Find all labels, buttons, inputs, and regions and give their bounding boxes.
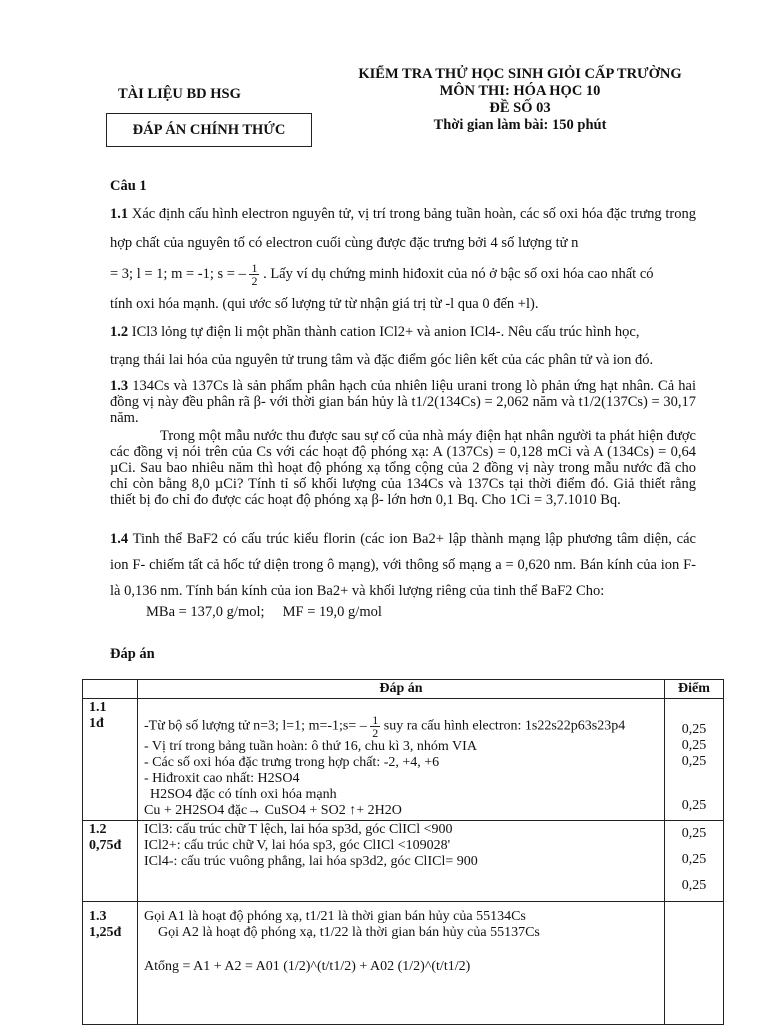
table-row	[83, 699, 724, 821]
score: 0,25	[681, 738, 707, 753]
q11-line-b	[110, 260, 700, 289]
half-fraction: $\frac{1}{2}$	[372, 713, 379, 740]
table-row	[83, 902, 724, 1025]
row-points: 1,25đ	[89, 925, 122, 940]
row-answer-cell	[138, 902, 665, 1025]
q11-text-b-pre: = 3; l = 1; m = -1; s = –	[110, 266, 246, 282]
table-row	[83, 821, 724, 902]
answer-line: Gọi A1 là hoạt độ phóng xạ, t1/21 là thời gian bán hủy của 55134Cs	[144, 909, 526, 924]
row-id: 1.3	[89, 909, 107, 924]
answer-line: ICl3: cấu trúc chữ T lệch, lai hóa sp3d, góc ClICl <900	[144, 822, 453, 837]
row-score-cell	[665, 699, 724, 821]
exam-subject: MÔN THI: HÓA HỌC 10	[439, 83, 601, 99]
row-answer-cell	[138, 699, 665, 821]
answer-line: Cu + 2H2SO4 đặc→ CuSO4 + SO2 ↑+ 2H2O	[144, 803, 402, 818]
q13-label: 1.3	[110, 378, 129, 394]
row-score-cell	[665, 821, 724, 902]
row-id-cell	[83, 821, 138, 902]
header-id-cell	[83, 680, 138, 699]
score: 0,25	[681, 878, 707, 893]
decay-formula: Atổng = A1 + A2 = A01 (1/2)^(t/t1/2) + A02 (1/2)^(t/t1/2)	[144, 959, 471, 974]
q12-label: 1.2	[110, 324, 129, 340]
exam-code: ĐỀ SỐ 03	[489, 100, 551, 116]
q14-masses: MBa = 137,0 g/mol; MF = 19,0 g/mol	[146, 604, 382, 620]
row-answer-cell	[138, 821, 665, 902]
q13-text-a: 134Cs và 137Cs là sản phẩm phân hạch của nhiên liệu urani trong lò phản ứng hạt nhân. Cả hai đồng vị này đều phân rã β- với thời gian bán hủy là t1/2(134Cs) = 2,062 năm và t1/2(137Cs) = 30,17 năm.	[110, 378, 697, 426]
q12-text-b: trạng thái lai hóa của nguyên tử trung tâm và đặc điểm góc liên kết của các phân tử và ion đó.	[110, 352, 654, 368]
header-score-cell: Điểm	[665, 680, 724, 699]
score: 0,25	[681, 826, 707, 841]
row-id-cell	[83, 902, 138, 1025]
answer-line: ICl4-: cấu trúc vuông phẳng, lai hóa sp3d2, góc ClICl= 900	[144, 854, 478, 869]
answer-line: Gọi A2 là hoạt độ phóng xạ, t1/22 là thời gian bán hủy của 55137Cs	[158, 925, 540, 940]
answer-line: - Hiđroxit cao nhất: H2SO4	[144, 771, 300, 786]
answer-table	[82, 679, 724, 1025]
score: 0,25	[681, 722, 707, 737]
q11-text-b-post: . Lấy ví dụ chứng minh hiđoxit của nó ở bậc số oxi hóa cao nhất có	[263, 266, 654, 282]
q11-text-a: Xác định cấu hình electron nguyên tử, vị trí trong bảng tuần hoàn, các số oxi hóa đặc trưng trong hợp chất của nguyên tố có electron cuối cùng được đặc trưng bởi 4 số lượng tử n	[110, 206, 696, 251]
answer-line: -Từ bộ số lượng tử n=3; l=1; m=-1;s= – $\frac{1}{2}$ suy ra cấu hình electron: 1s22s22p63s23p4	[144, 713, 626, 740]
score: 0,25	[681, 852, 707, 867]
row-points: 0,75đ	[89, 838, 122, 853]
header-answer-cell: Đáp án	[138, 680, 665, 699]
question-heading: Câu 1	[110, 178, 147, 194]
answer-heading: Đáp án	[110, 646, 155, 662]
q11-text-c: tính oxi hóa mạnh. (qui ước số lượng tử từ nhận giá trị từ -l qua 0 đến +l).	[110, 296, 539, 312]
q11-label: 1.1	[110, 206, 129, 222]
row-score-cell	[665, 902, 724, 1025]
question-1-2	[110, 318, 696, 347]
question-1-3	[110, 378, 696, 426]
q12-text-a: ICl3 lỏng tự điện li một phần thành cation ICl2+ và anion ICl4-. Nêu cấu trúc hình học,	[131, 324, 640, 340]
answer-line: H2SO4 đặc có tính oxi hóa mạnh	[150, 787, 337, 802]
row-id-cell	[83, 699, 138, 821]
table-header-row	[83, 680, 724, 699]
q13-text-b: Trong một mẫu nước thu được sau sự cố của nhà máy điện hạt nhân người ta phát hiện được các đồng vị nói trên của Cs với các hoạt độ phóng xạ: A (137Cs) = 0,128 mCi và A (134Cs) = 0,64 µCi. Sau bao nhiêu năm thì hoạt độ phóng xạ tổng cộng của 2 đồng vị này trong mẫu nước đã cho chỉ còn bằng 8,0 µCi? Tính tỉ số khối lượng của 134Cs và 137Cs tại thời điểm đó. Giả thiết rằng thiết bị đo chỉ đo được các hoạt độ phóng xạ β- lớn hơn 0,1 Bq. Cho 1Ci = 3,7.1010 Bq.	[110, 428, 696, 508]
official-answer-box	[106, 113, 312, 147]
question-1-1	[110, 200, 696, 258]
question-1-4	[110, 526, 696, 604]
row-points: 1đ	[89, 716, 104, 731]
half-fraction: $\frac{1}{2}$	[251, 261, 258, 289]
answer-line: - Vị trí trong bảng tuần hoàn: ô thứ 16, chu kì 3, nhóm VIA	[144, 739, 477, 754]
exam-time: Thời gian làm bài: 150 phút	[433, 117, 607, 133]
row-id: 1.1	[89, 700, 107, 715]
official-answer-label: ĐÁP ÁN CHÍNH THỨC	[132, 121, 286, 138]
left-title: TÀI LIỆU BD HSG	[118, 86, 241, 102]
answer-line: ICl2+: cấu trúc chữ V, lai hóa sp3, góc ClICl <109028'	[144, 838, 451, 853]
q14-text-a: Tinh thể BaF2 có cấu trúc kiểu florin (các ion Ba2+ lập thành mạng lập phương tâm diện, các ion F- chiếm tất cả hốc tứ diện trong ô mạng), với thông số mạng a = 0,620 nm. Bán kính của ion F- là 0,136 nm. Tính bán kính của ion Ba2+ và khối lượng riêng của tinh thể BaF2 Cho:	[110, 531, 696, 599]
exam-title: KIỂM TRA THỬ HỌC SINH GIỎI CẤP TRƯỜNG	[358, 66, 682, 82]
row-id: 1.2	[89, 822, 107, 837]
q14-label: 1.4	[110, 531, 129, 547]
answer-line: - Các số oxi hóa đặc trưng trong hợp chất: -2, +4, +6	[144, 755, 440, 770]
exam-header	[320, 66, 720, 134]
score: 0,25	[681, 754, 707, 769]
score: 0,25	[681, 798, 707, 813]
